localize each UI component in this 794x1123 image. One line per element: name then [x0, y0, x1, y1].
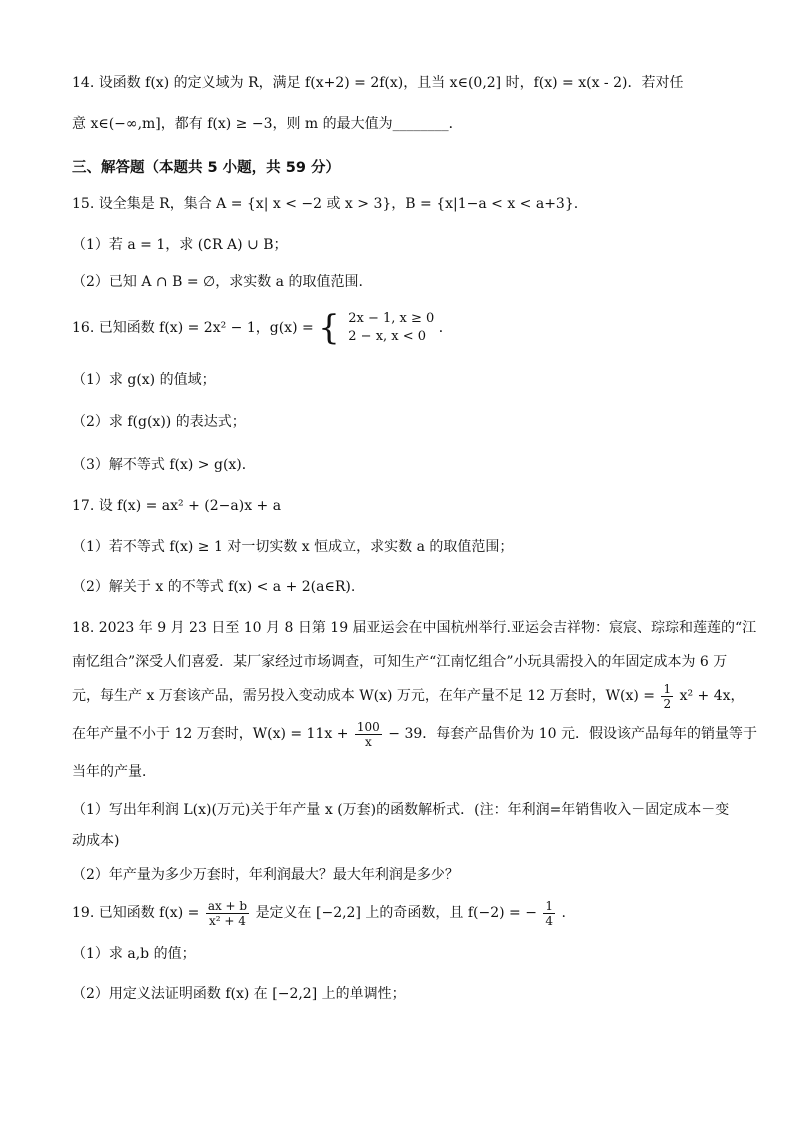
fraction-numerator: 100	[356, 719, 380, 734]
fraction-one-quarter	[543, 899, 555, 928]
fraction-numerator: 1	[663, 681, 672, 696]
fraction-numerator: ax + b	[207, 898, 248, 913]
q16-stem	[72, 308, 724, 348]
q18-line3	[72, 680, 745, 712]
piecewise-brace: {	[318, 308, 340, 348]
fraction-function	[206, 899, 249, 928]
q19-part2: （2）用定义法证明函数 f(x) 在 [−2,2] 上的单调性；	[72, 986, 406, 1002]
fraction-numerator: 1	[545, 898, 554, 913]
q18-line3-suffix: x² + 4x，	[679, 688, 745, 704]
q15-part1: （1）若 a = 1，求 (∁R A) ∪ B；	[72, 237, 288, 253]
q18-line3-prefix: 元，每生产 x 万套该产品，需另投入变动成本 W(x) 万元，在年产量不足 12 万套时，W(x) =	[72, 688, 656, 704]
q15-part2: （2）已知 A ∩ B = ∅，求实数 a 的取值范围.	[72, 274, 363, 290]
q18-line4-prefix: 在年产量不小于 12 万套时，W(x) = 11x +	[72, 726, 349, 742]
q16-stem-suffix: ．	[438, 320, 453, 336]
q19-stem-suffix: .	[561, 905, 566, 921]
q18-line1: 18. 2023 年 9 月 23 日至 10 月 8 日第 19 届亚运会在中国杭州举行.亚运会吉祥物：宸宸、琮琮和莲莲的“江	[72, 620, 757, 636]
q15-stem: 15. 设全集是 R，集合 A = {x| x < −2 或 x > 3}，B = {x|1−a < x < a+3}.	[72, 196, 579, 212]
q18-line4	[72, 718, 757, 750]
q18-line2: 南忆组合”深受人们喜爱．某厂家经过市场调查，可知生产“江南忆组合”小玩具需投入的年固定成本为 6 万	[72, 654, 728, 670]
q17-part2: （2）解关于 x 的不等式 f(x) < a + 2(a∈R).	[72, 579, 356, 595]
fraction-denominator: 4	[545, 913, 554, 928]
q14-line2: 意 x∈(−∞,m]，都有 f(x) ≥ −3，则 m 的最大值为________．	[72, 116, 463, 132]
q18-part1-line1: （1）写出年利润 L(x)(万元)关于年产量 x (万套)的函数解析式．(注：年利润=年销售收入－固定成本－变	[72, 802, 730, 818]
q17-stem: 17. 设 f(x) = ax² + (2−a)x + a	[72, 498, 282, 514]
q19-stem-mid: 是定义在 [−2,2] 上的奇函数，且 f(−2) = −	[255, 905, 537, 921]
q17-part1: （1）若不等式 f(x) ≥ 1 对一切实数 x 恒成立，求实数 a 的取值范围；	[72, 539, 514, 555]
piecewise-case-1: 2x − 1, x ≥ 0	[348, 311, 435, 326]
q16-part1: （1）求 g(x) 的值域；	[72, 372, 216, 388]
fraction-100-over-x	[355, 720, 382, 749]
fraction-one-half	[661, 682, 673, 711]
q19-stem-prefix: 19. 已知函数 f(x) =	[72, 905, 200, 921]
q16-part2: （2）求 f(g(x)) 的表达式；	[72, 414, 246, 430]
fraction-denominator: x² + 4	[209, 913, 246, 928]
fraction-denominator: x	[364, 734, 372, 749]
fraction-denominator: 2	[663, 696, 672, 711]
q18-line5: 当年的产量．	[72, 764, 156, 780]
section-title: 三、解答题（本题共 5 小题，共 59 分）	[72, 160, 340, 176]
q16-stem-prefix: 16. 已知函数 f(x) = 2x² − 1，g(x) =	[72, 320, 314, 336]
q18-part1-line2: 动成本)	[72, 833, 120, 849]
q18-line4-suffix: − 39．每套产品售价为 10 元．假设该产品每年的销量等于	[388, 726, 757, 742]
q19-stem	[72, 893, 724, 933]
q18-part2: （2）年产量为多少万套时，年利润最大？最大年利润是多少？	[72, 867, 459, 883]
piecewise-case-2: 2 − x, x < 0	[348, 329, 427, 344]
piecewise-cases	[348, 310, 434, 346]
q19-part1: （1）求 a,b 的值；	[72, 946, 196, 962]
q16-part3: （3）解不等式 f(x) > g(x)．	[72, 457, 256, 473]
q14-line1: 14. 设函数 f(x) 的定义域为 R，满足 f(x+2) = 2f(x)，且当 x∈(0,2] 时，f(x) = x(x - 2)．若对任	[72, 75, 684, 91]
